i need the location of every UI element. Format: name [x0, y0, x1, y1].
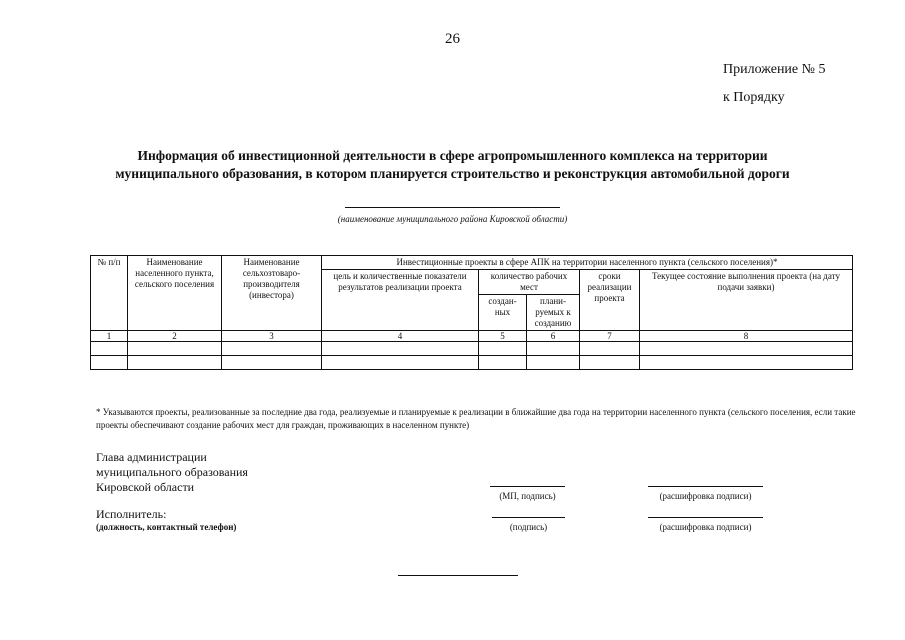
- header-created: создан-ных: [479, 295, 527, 331]
- head-line-3: Кировской области: [96, 480, 195, 494]
- title-line-1: Информация об инвестиционной деятельности в сфере агропромышленного комплекса на территории: [137, 148, 768, 163]
- head-of-administration: [96, 450, 248, 495]
- table-cell[interactable]: [91, 356, 128, 370]
- col-number: 6: [527, 331, 580, 342]
- header-jobs: количество рабочих мест: [479, 270, 580, 295]
- header-planned: плани-руемых к созданию: [527, 295, 580, 331]
- col-number: 5: [479, 331, 527, 342]
- executor-signature-line: [492, 517, 565, 518]
- table-cell[interactable]: [128, 342, 222, 356]
- col-number: 8: [640, 331, 853, 342]
- table-cell[interactable]: [527, 356, 580, 370]
- column-number-row: [91, 331, 853, 342]
- table-cell[interactable]: [479, 356, 527, 370]
- executor-label: Исполнитель:: [96, 507, 167, 521]
- table-cell[interactable]: [91, 342, 128, 356]
- col-number: 7: [580, 331, 640, 342]
- district-name-line: [345, 207, 560, 208]
- executor-signature-caption: (подпись): [509, 522, 548, 532]
- table-row: [91, 356, 853, 370]
- table-cell[interactable]: [222, 342, 322, 356]
- col-number: 1: [91, 331, 128, 342]
- district-caption: (наименование муниципального района Кировской области): [337, 214, 568, 224]
- col-number: 3: [222, 331, 322, 342]
- annex-number: Приложение № 5: [723, 62, 826, 77]
- header-producer: Наименование сельхозтоваро-производителя (инвестора): [222, 256, 322, 331]
- table-cell[interactable]: [128, 356, 222, 370]
- header-num: № п/п: [91, 256, 128, 331]
- head-signature-line: [490, 486, 565, 487]
- table-cell[interactable]: [322, 342, 479, 356]
- executor-note: (должность, контактный телефон): [96, 522, 237, 532]
- signature-decode-caption: (расшифровка подписи): [659, 491, 752, 501]
- col-number: 4: [322, 331, 479, 342]
- header-terms: сроки реализации проекта: [580, 270, 640, 331]
- table-cell[interactable]: [640, 356, 853, 370]
- executor-decode-caption: (расшифровка подписи): [659, 522, 752, 532]
- head-line-2: муниципального образования: [96, 465, 248, 479]
- header-goal: цель и количественные показатели результатов реализации проекта: [322, 270, 479, 331]
- annex-reference: к Порядку: [723, 90, 785, 105]
- document-title: [60, 147, 845, 183]
- investment-table: [90, 255, 853, 370]
- mp-signature-caption: (МП, подпись): [499, 491, 556, 501]
- title-line-2: муниципального образования, в котором планируется строительство и реконструкция автомобильной дороги: [115, 166, 790, 181]
- table-cell[interactable]: [640, 342, 853, 356]
- header-settlement: Наименование населенного пункта, сельского поселения: [128, 256, 222, 331]
- col-number: 2: [128, 331, 222, 342]
- table-cell[interactable]: [580, 356, 640, 370]
- table-cell[interactable]: [527, 342, 580, 356]
- end-separator-line: [398, 575, 518, 576]
- page-number: 26: [445, 31, 460, 47]
- header-projects: Инвестиционные проекты в сфере АПК на территории населенного пункта (сельского поселения)*: [322, 256, 853, 270]
- table-cell[interactable]: [479, 342, 527, 356]
- executor-decode-line: [648, 517, 763, 518]
- table-row: [91, 342, 853, 356]
- table-cell[interactable]: [322, 356, 479, 370]
- header-status: Текущее состояние выполнения проекта (на дату подачи заявки): [640, 270, 853, 331]
- table-cell[interactable]: [580, 342, 640, 356]
- table-cell[interactable]: [222, 356, 322, 370]
- head-line-1: Глава администрации: [96, 450, 207, 464]
- footnote: * Указываются проекты, реализованные за последние два года, реализуемые и планируемые к реализации в ближайшие два года на территории населенного пункта (сельского поселения, если такие проекты обеспечивают создание рабочих мест для граждан, проживающих в населенном пункте): [96, 407, 856, 430]
- head-decode-line: [648, 486, 763, 487]
